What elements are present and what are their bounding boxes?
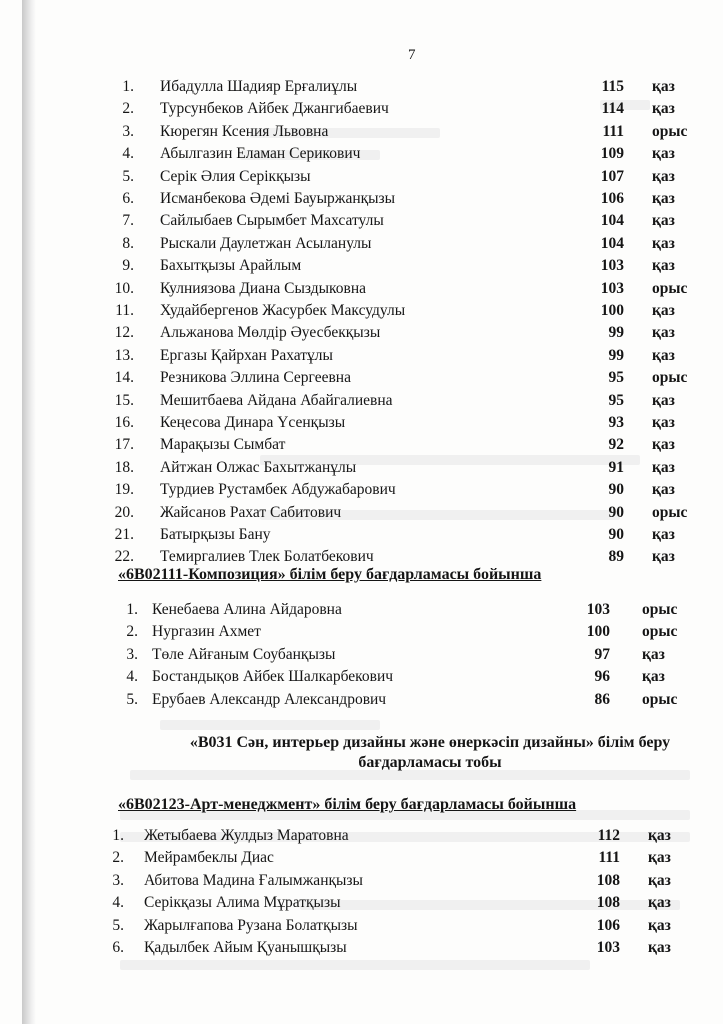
list-item: [0, 872, 723, 894]
list-item: [0, 481, 723, 503]
list-item-number: 8.: [122, 234, 134, 252]
list-item-number: 13.: [114, 346, 134, 364]
list-item: [0, 504, 723, 526]
list-item-number: 22.: [114, 548, 134, 566]
list-item-score: 90: [608, 481, 624, 499]
list-item-score: 100: [600, 302, 624, 319]
list-item-score: 89: [608, 548, 624, 566]
list-item-score: 91: [608, 458, 624, 476]
list-item-score: 103: [600, 279, 624, 297]
list-item: [0, 623, 723, 645]
list-item-score: 107: [600, 167, 624, 185]
list-item-number: 4.: [122, 145, 134, 163]
list-item-name: Жайсанов Рахат Сабитович: [160, 503, 342, 521]
list-item-language: қаз: [648, 871, 671, 889]
list-item-number: 16.: [114, 414, 134, 431]
list-item-language: қаз: [652, 436, 675, 454]
list-item-language: орыс: [652, 122, 688, 140]
list-item-number: 7.: [122, 212, 134, 230]
list-item-language: қаз: [652, 212, 675, 230]
list-item: [0, 100, 723, 122]
list-item-number: 14.: [114, 369, 134, 387]
list-item-name: Қадылбек Айым Қуанышқызы: [144, 939, 347, 956]
list-item-score: 90: [608, 526, 624, 543]
list-item-name: Марақызы Сымбат: [160, 436, 286, 454]
list-item-language: қаз: [652, 324, 675, 342]
list-item-number: 1.: [122, 78, 134, 95]
list-item: [0, 894, 723, 916]
list-item-name: Альжанова Мөлдір Әуесбекқызы: [160, 324, 381, 342]
list-item: [0, 459, 723, 481]
list-item: [0, 827, 723, 849]
list-item-language: қаз: [652, 302, 675, 319]
list-item-number: 9.: [122, 257, 134, 275]
bleed-through-mark: [120, 960, 590, 970]
list-item-score: 96: [594, 668, 610, 686]
list-item-language: қаз: [648, 849, 671, 867]
list-item-language: қаз: [652, 167, 675, 185]
list-item-score: 114: [601, 100, 624, 118]
list-item-name: Ибадулла Шадияр Ерғалиұлы: [160, 78, 358, 95]
list-item-language: қаз: [652, 391, 675, 409]
list-item-name: Бостандықов Айбек Шалкарбекович: [152, 668, 394, 686]
list-item: [0, 235, 723, 257]
list-item-language: қаз: [648, 916, 671, 934]
list-item-number: 5.: [112, 916, 124, 934]
list-item-number: 4.: [126, 668, 138, 686]
list-item-language: қаз: [652, 481, 675, 499]
list-item-number: 11.: [115, 302, 134, 319]
list-item: [0, 347, 723, 369]
list-item-score: 112: [597, 827, 620, 844]
list-item-name: Турсунбеков Айбек Джангибаевич: [160, 100, 389, 118]
list-item-number: 3.: [112, 871, 124, 889]
list-item-score: 108: [596, 871, 620, 889]
list-item-name: Резникова Эллина Сергеевна: [160, 369, 351, 387]
list-item-name: Серікқазы Алима Мұратқызы: [144, 894, 341, 912]
list-item-number: 15.: [114, 391, 134, 409]
list-item: [0, 414, 723, 436]
list-item-score: 99: [608, 324, 624, 342]
list-item: [0, 849, 723, 871]
list-item-number: 20.: [114, 503, 134, 521]
list-item-score: 103: [596, 939, 620, 956]
list-item-number: 10.: [114, 279, 134, 297]
list-item-number: 5.: [122, 167, 134, 185]
list-item-score: 109: [600, 145, 624, 163]
list-item-language: қаз: [652, 257, 675, 275]
list-item: [0, 324, 723, 346]
list-item-language: қаз: [648, 939, 671, 956]
list-item: [0, 436, 723, 458]
list-item: [0, 668, 723, 690]
list-item-score: 104: [600, 234, 624, 252]
list-item-language: қаз: [652, 346, 675, 364]
list-item-language: қаз: [652, 414, 675, 431]
list-item-language: орыс: [652, 503, 688, 521]
list-item-name: Төле Айғаным Соубанқызы: [152, 645, 336, 663]
list-item-name: Сайлыбаев Сырымбет Махсатулы: [160, 212, 384, 230]
list-item-language: қаз: [648, 827, 671, 844]
list-item: [0, 145, 723, 167]
list-item: [0, 302, 723, 324]
list-item-score: 103: [586, 601, 610, 618]
list-item-score: 111: [598, 849, 620, 867]
list-item: [0, 392, 723, 414]
list-item-language: қаз: [642, 645, 665, 663]
list-item-language: қаз: [652, 548, 675, 566]
list-item: [0, 691, 723, 713]
list-item-number: 1.: [112, 827, 124, 844]
list-item-language: қаз: [642, 668, 665, 686]
list-item-score: 100: [586, 623, 610, 641]
list-item-language: қаз: [652, 526, 675, 543]
list-item: [0, 369, 723, 391]
list-item: [0, 168, 723, 190]
list-item-name: Темиргалиев Тлек Болатбекович: [160, 548, 374, 566]
list-item-number: 3.: [122, 122, 134, 140]
list-item-score: 104: [600, 212, 624, 230]
bleed-through-mark: [160, 720, 380, 730]
group-title-line-1: «В031 Сән, интерьер дизайны және өнеркәсіп дизайны» білім беру: [189, 734, 671, 751]
list-item-number: 2.: [126, 623, 138, 641]
list-item-score: 95: [608, 369, 624, 387]
list-item-score: 106: [600, 190, 624, 207]
list-item-name: Мейрамбеклы Диас: [144, 849, 274, 867]
group-title-line-2: бағдарламасы тобы: [358, 754, 502, 771]
list-item: [0, 190, 723, 212]
list-item-number: 4.: [112, 894, 124, 912]
list-item-name: Жарылғапова Рузана Болатқызы: [144, 916, 358, 934]
list-item-score: 106: [596, 916, 620, 934]
list-item-name: Серік Әлия Серікқызы: [160, 167, 311, 185]
list-item-name: Худайбергенов Жасурбек Максудулы: [160, 302, 406, 319]
list-item-name: Мешитбаева Айдана Абайгалиевна: [160, 391, 393, 409]
list-item-score: 95: [608, 391, 624, 409]
section-3-heading: «6В02123-Арт-менеджмент» білім беру бағдарламасы бойынша: [118, 796, 577, 813]
list-item-number: 6.: [122, 190, 134, 207]
list-item-language: қаз: [652, 458, 675, 476]
list-item-name: Кюрегян Ксения Львовна: [160, 122, 329, 140]
list-item-number: 17.: [114, 436, 134, 454]
list-item-number: 18.: [114, 458, 134, 476]
list-item-name: Ергазы Қайрхан Рахатұлы: [160, 346, 333, 364]
list-item-name: Рыскали Даулетжан Асыланулы: [160, 234, 372, 252]
list-item-language: қаз: [652, 190, 675, 207]
list-item-name: Ерубаев Александр Александрович: [152, 690, 387, 708]
list-item: [0, 280, 723, 302]
list-item: [0, 939, 723, 961]
list-item-name: Абылгазин Еламан Серикович: [160, 145, 361, 163]
list-item-language: қаз: [648, 894, 671, 912]
list-item-number: 12.: [114, 324, 134, 342]
list-item: [0, 917, 723, 939]
list-item-name: Бахытқызы Арайлым: [160, 257, 302, 275]
list-item-name: Батырқызы Бану: [160, 526, 271, 543]
list-item-name: Жетыбаева Жулдыз Маратовна: [144, 827, 349, 844]
list-item: [0, 601, 723, 623]
list-item-language: орыс: [642, 690, 678, 708]
list-item-name: Абитова Мадина Ғалымжанқызы: [144, 871, 363, 889]
list-item-language: орыс: [642, 601, 678, 618]
list-item-score: 92: [608, 436, 624, 454]
list-item-number: 2.: [112, 849, 124, 867]
list-item-number: 2.: [122, 100, 134, 118]
list-item-score: 90: [608, 503, 624, 521]
list-item-score: 111: [602, 122, 624, 140]
list-item-score: 115: [601, 78, 624, 95]
list-item-score: 97: [594, 645, 610, 663]
list-item: [0, 257, 723, 279]
list-item-language: орыс: [652, 279, 688, 297]
list-item: [0, 78, 723, 100]
list-item-language: қаз: [652, 234, 675, 252]
list-item: [0, 526, 723, 548]
list-item-name: Кеңесова Динара Үсенқызы: [160, 414, 346, 431]
list-item: [0, 646, 723, 668]
list-item-score: 86: [594, 690, 610, 708]
list-item-name: Айтжан Олжас Бахытжанұлы: [160, 458, 357, 476]
list-item-name: Исманбекова Әдемі Бауыржанқызы: [160, 190, 396, 207]
list-item-number: 5.: [126, 690, 138, 708]
list-item-language: орыс: [652, 369, 688, 387]
list-item-name: Кенебаева Алина Айдаровна: [152, 601, 342, 618]
list-item-language: орыс: [642, 623, 678, 641]
list-item: [0, 123, 723, 145]
list-item-score: 108: [596, 894, 620, 912]
list-item-name: Турдиев Рустамбек Абдужабарович: [160, 481, 396, 499]
page-number: 7: [408, 47, 416, 63]
section-2-heading: «6В02111-Композиция» білім беру бағдарламасы бойынша: [118, 566, 542, 583]
list-item-score: 103: [600, 257, 624, 275]
list-item-score: 99: [608, 346, 624, 364]
list-item-language: қаз: [652, 78, 675, 95]
list-item-number: 19.: [114, 481, 134, 499]
list-item-score: 93: [608, 414, 624, 431]
list-item-number: 21.: [114, 526, 134, 543]
list-item-number: 1.: [126, 601, 138, 618]
list-item-language: қаз: [652, 100, 675, 118]
list-item-number: 6.: [112, 939, 124, 956]
list-item-number: 3.: [126, 645, 138, 663]
list-item: [0, 212, 723, 234]
list-item-language: қаз: [652, 145, 675, 163]
list-item-name: Нургазин Ахмет: [152, 623, 261, 641]
list-item-name: Кулниязова Диана Сыздыковна: [160, 279, 367, 297]
